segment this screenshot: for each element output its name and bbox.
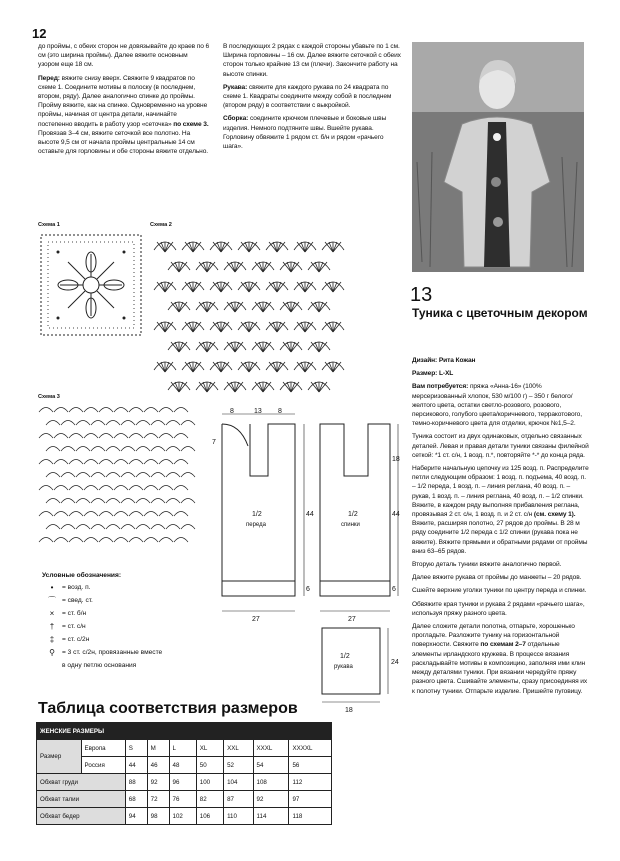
paragraph: Далее вяжите рукава от проймы до манжеты – 20 рядов. xyxy=(412,574,582,582)
dim-label: 18 xyxy=(345,707,353,714)
table-row xyxy=(37,740,332,757)
table-cell: S xyxy=(125,740,147,757)
back-label: спинки xyxy=(341,522,360,528)
table-cell: 46 xyxy=(147,757,169,774)
table-cell: 52 xyxy=(224,757,253,774)
scheme-3-label: Схема 3 xyxy=(38,394,60,400)
dim-label: 13 xyxy=(254,408,262,415)
table-cell: Обхват талии xyxy=(37,791,126,808)
front-label: 1/2 xyxy=(252,511,262,518)
table-cell: 50 xyxy=(196,757,223,774)
dim-label: 18 xyxy=(392,456,400,463)
scheme-3-diagram xyxy=(38,404,198,554)
table-row xyxy=(37,757,332,774)
table-row xyxy=(37,774,332,791)
front-heading: Перед: xyxy=(38,74,60,82)
dim-label: 6 xyxy=(306,586,310,593)
dim-label: 8 xyxy=(230,408,234,415)
page-number: 12 xyxy=(32,26,47,41)
paragraph: Далее сложите детали полотна, отпарьте, хорошенько прогладьте. Разложите тунику на горизонтальной поверхности. Свяжите по схемам 2–7 отдельные элементы ирландского кружева. В процессе вязания раскладывайте мотивы в композицию, заполняя ими клин между деталями туники. При вязании чередуйте пряжу разного цвета. Сшивайте элементы, сразу присоединяя их к полотну туники. Отпарьте изделие. Пришейте пуговицу. xyxy=(412,623,588,695)
table-cell: 68 xyxy=(125,791,147,808)
table-cell: 44 xyxy=(125,757,147,774)
legend-item: ‡ = ст. с/2н xyxy=(49,635,90,644)
table-cell: 104 xyxy=(224,774,253,791)
table-cell: 72 xyxy=(147,791,169,808)
paragraph: Обвяжите края туники и рукава 2 рядами «рачьего шага», используя пряжу разного цвета. xyxy=(412,600,585,617)
text-column-1 xyxy=(38,42,210,160)
size-table xyxy=(36,722,332,825)
table-cell: 108 xyxy=(253,774,289,791)
table-cell: Размер xyxy=(37,740,82,774)
paragraph: до проймы, с обеих сторон не довязывайте до краев по 6 см (это ширина проймы). Далее вяжите основным узором еще 18 см. xyxy=(38,43,210,69)
designer: Дизайн: Рита Кожан xyxy=(412,357,476,364)
paragraph: Рукава: свяжите для каждого рукава по 24 квадрата по схеме 1. Квадраты соедините между собой в последнем (втором ряду) в соответствии с выкройкой. xyxy=(223,83,392,110)
model-title: Туника с цветочным декором xyxy=(412,306,588,320)
front-label: переда xyxy=(246,522,266,528)
paragraph: Сборка: соедините крючком плечевые и боковые швы изделия. Немного подтяните швы. Вшейте рукава. Горловину обвяжите 1 рядом ст. б/н и рядом «рачьего шага». xyxy=(223,115,387,151)
paragraph: Перед: вяжите снизу вверх. Свяжите 9 квадратов по схеме 1. Соедините мотивы в полоску (в последнем, втором, ряду). Далее аналогично спинке до проймы. Пройму вяжите, как на спинке. Одновременно на уровне проймы, начиная от центра детали, начинайте постепенно вводить в работу узор «сеточка» по схеме 3. Провязав 3–4 см, вяжите сеточкой все полотно. На высоте 9,5 см от начала проймы центральные 14 см оставьте для горловины и обе стороны вяжите отдельно. xyxy=(38,74,209,156)
legend-item: † = ст. с/н xyxy=(49,622,86,631)
pattern-diagram xyxy=(200,406,410,716)
table-cell: 106 xyxy=(196,808,223,825)
back-label: 1/2 xyxy=(348,511,358,518)
scheme-1-diagram xyxy=(38,232,144,338)
table-cell: 82 xyxy=(196,791,223,808)
dim-label: 44 xyxy=(392,511,400,518)
text-column-2 xyxy=(223,42,401,155)
dim-label: 6 xyxy=(392,586,396,593)
table-cell: 94 xyxy=(125,808,147,825)
sleeves-heading: Рукава: xyxy=(223,83,248,91)
legend-item: ⚲ = 3 ст. с/2н, провязанные вместе xyxy=(49,648,163,657)
sleeve-label: рукава xyxy=(334,664,353,670)
table-cell: 112 xyxy=(289,774,332,791)
table-header: ЖЕНСКИЕ РАЗМЕРЫ xyxy=(37,723,332,740)
table-cell: 110 xyxy=(224,808,253,825)
materials: Вам потребуется: пряжа «Анна-16» (100% мерсеризованный хлопок, 530 м/100 г) – 350 г белого/желтого цвета, остатки светло-розового, розового, персикового, голубого цвета/коричневого, терракотового, темно-коричневого цвета для отделки, крючок №1,5–2. xyxy=(412,383,582,428)
legend xyxy=(42,572,222,672)
table-cell: XXL xyxy=(224,740,253,757)
table-cell: 76 xyxy=(169,791,196,808)
table-cell: XXXXL xyxy=(289,740,332,757)
scheme-2-label: Схема 2 xyxy=(150,222,172,228)
table-cell: 48 xyxy=(169,757,196,774)
table-cell: Обхват груди xyxy=(37,774,126,791)
size-table-title: Таблица соответствия размеров xyxy=(38,700,298,717)
table-cell: 114 xyxy=(253,808,289,825)
table-row xyxy=(37,723,332,740)
table-cell: 98 xyxy=(147,808,169,825)
table-cell: Россия xyxy=(81,757,125,774)
model-number: 13 xyxy=(410,284,433,306)
table-cell: 92 xyxy=(253,791,289,808)
table-cell: 97 xyxy=(289,791,332,808)
table-cell: L xyxy=(169,740,196,757)
scheme-2-diagram xyxy=(150,232,350,402)
table-cell: XL xyxy=(196,740,223,757)
table-cell: XXXL xyxy=(253,740,289,757)
legend-title: Условные обозначения: xyxy=(42,572,122,579)
table-cell: 96 xyxy=(169,774,196,791)
model-photo xyxy=(412,42,584,272)
dim-label: 44 xyxy=(306,511,314,518)
table-cell: M xyxy=(147,740,169,757)
assembly-heading: Сборка: xyxy=(223,115,249,123)
table-cell: 118 xyxy=(289,808,332,825)
sleeve-label: 1/2 xyxy=(340,653,350,660)
legend-item: в одну петлю основания xyxy=(62,662,137,669)
table-cell: 100 xyxy=(196,774,223,791)
table-row xyxy=(37,808,332,825)
scheme-1-label: Схема 1 xyxy=(38,222,60,228)
size-line: Размер: L-XL xyxy=(412,370,454,378)
table-cell: Европа xyxy=(81,740,125,757)
table-cell: 54 xyxy=(253,757,289,774)
dim-label: 8 xyxy=(278,408,282,415)
text-column-3 xyxy=(412,356,590,700)
table-row xyxy=(37,791,332,808)
paragraph: В последующих 2 рядах с каждой стороны убавьте по 1 см. Ширина горловины – 16 см. Далее вяжите сеточкой с обеих сторон только крайние 13 см (плечи). Закончите работу на высоте спинки. xyxy=(223,43,401,78)
model-photo-image xyxy=(412,42,584,272)
table-cell: 56 xyxy=(289,757,332,774)
dim-label: 7 xyxy=(212,439,216,446)
table-cell: Обхват бедер xyxy=(37,808,126,825)
legend-item: • = возд. п. xyxy=(50,583,91,592)
dim-label: 27 xyxy=(252,616,260,623)
paragraph: Туника состоит из двух одинаковых, отдельно связанных деталей. Левая и правая детали туники связаны филейной сеткой: *1 ст. с/н, 1 возд. п.*, повторяйте *-* до конца ряда. xyxy=(412,433,589,459)
table-cell: 88 xyxy=(125,774,147,791)
legend-item: × = ст. б/н xyxy=(49,609,87,618)
table-cell: 102 xyxy=(169,808,196,825)
table-cell: 87 xyxy=(224,791,253,808)
paragraph: Наберите начальную цепочку из 125 возд. п. Распределите петли следующим образом: 1 возд. п. подъема, 40 возд. п. – 1/2 переда, 1 возд. п. – линия реглана, 40 возд. п. – рукав, 1 возд. п. – линия реглана, 40 возд. п. – 1/2 спинки. Вяжите, в каждом ряду выполняя прибавления реглана, провязывая 2 ст. с/н, 1 возд. п. и 2 ст. с/н (см. схему 1). Вяжите, расширяя полотно, 27 рядов до проймы. В 28 м ряду соедините 1/2 переда с 1/2 спинки (рукава пока не вяжите). Вяжите прямыми и обратными рядами от проймы вниз 63–65 рядов. xyxy=(412,465,589,555)
dim-label: 27 xyxy=(348,616,356,623)
legend-item: ⌒ = свед. ст. xyxy=(48,596,93,605)
dim-label: 24 xyxy=(391,659,399,666)
paragraph: Сшейте верхние уголки туники по центру переда и спинки. xyxy=(412,587,587,595)
paragraph: Вторую деталь туники вяжите аналогично первой. xyxy=(412,561,562,569)
table-cell: 92 xyxy=(147,774,169,791)
